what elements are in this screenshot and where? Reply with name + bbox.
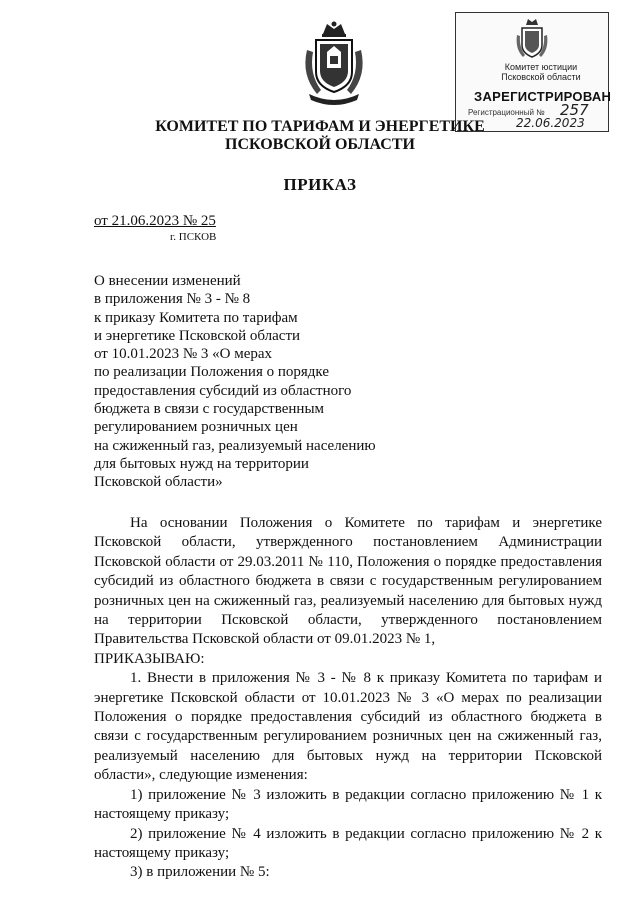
document-type-heading: ПРИКАЗ <box>283 175 357 194</box>
stamp-reg-number: 257 <box>560 101 589 119</box>
subject-line: Псковской области» <box>94 474 223 491</box>
order-word: ПРИКАЗЫВАЮ: <box>94 650 205 667</box>
document-subject <box>94 272 376 492</box>
stamp-org-line2: Псковской области <box>501 72 581 82</box>
committee-title-line1: КОМИТЕТ ПО ТАРИФАМ И ЭНЕРГЕТИКЕ <box>155 118 485 135</box>
document-city: г. ПСКОВ <box>170 231 217 243</box>
basis-paragraph: На основании Положения о Комитете по тарифам и энергетике Псковской области, утвержденного постановлением Администрации Псковской области от 29.03.2011 № 110, Положения о порядке предоставления субсидий из областного бюджета в связи с государственным регулированием розничных цен на сжиженный газ, реализуемый населению для бытовых нужд на территории Псковской области, утвержденного постановлением Правительства Псковской области от 09.01.2023 № 1, <box>94 515 602 648</box>
document-body <box>94 514 602 883</box>
subject-line: О внесении изменений <box>94 273 241 289</box>
subject-line: и энергетике Псковской области <box>94 327 301 344</box>
subject-line: от 10.01.2023 № 3 «О мерах <box>94 346 273 363</box>
subject-line: бюджета в связи с государственным <box>94 401 325 418</box>
stamp-reg-label: Регистрационный № <box>468 108 545 117</box>
document-date-number: от 21.06.2023 № 25 <box>94 213 216 229</box>
committee-title-line2: ПСКОВСКОЙ ОБЛАСТИ <box>225 136 415 153</box>
subitem-1-paragraph: 1) приложение № 3 изложить в редакции согласно приложению № 1 к настоящему приказу; <box>94 786 602 823</box>
stamp-org-line1: Комитет юстиции <box>504 62 578 72</box>
subject-line: предоставления субсидий из областного <box>94 382 352 399</box>
subject-line: регулированием розничных цен <box>94 419 298 436</box>
subject-line: в приложения № 3 - № 8 <box>94 291 251 308</box>
subject-line: к приказу Комитета по тарифам <box>94 309 298 326</box>
subject-line: на сжиженный газ, реализуемый населению <box>94 437 376 454</box>
subject-line: по реализации Положения о порядке <box>94 364 329 381</box>
subitem-3-paragraph: 3) в приложении № 5: <box>130 864 270 881</box>
coat-of-arms-emblem <box>299 20 369 106</box>
stamp-reg-date: 22.06.2023 <box>516 116 585 130</box>
registration-stamp <box>455 12 612 132</box>
stamp-emblem <box>514 17 550 63</box>
subject-line: для бытовых нужд на территории <box>94 455 309 472</box>
item-1-paragraph: 1. Внести в приложения № 3 - № 8 к приказу Комитета по тарифам и энергетике Псковской области от 10.01.2023 № 3 «О мерах по реализации Положения о порядке предоставления субсидий из областного бюджета в связи с государственным регулированием розничных цен на сжиженный газ, реализуемый населению для бытовых нужд на территории Псковской области», следующие изменения: <box>94 670 602 784</box>
stamp-status: ЗАРЕГИСТРИРОВАН <box>474 89 612 104</box>
subitem-2-paragraph: 2) приложение № 4 изложить в редакции согласно приложению № 2 к настоящему приказу; <box>94 825 602 861</box>
